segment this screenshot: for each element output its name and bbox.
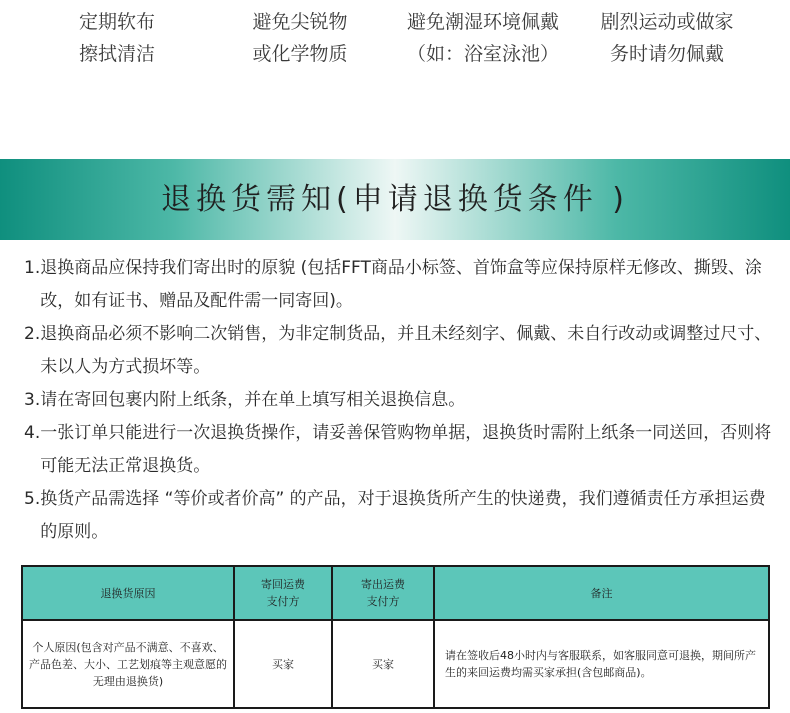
care-tip-line: 避免尖锐物 xyxy=(252,11,348,33)
rule-number: 4. xyxy=(24,423,41,443)
care-tip-avoid-moisture xyxy=(388,6,578,70)
header-return-shipping-payer: 寄回运费 支付方 xyxy=(234,566,332,620)
header-notes: 备注 xyxy=(434,566,769,620)
care-tips-row xyxy=(0,0,790,70)
header-outbound-shipping-payer: 寄出运费 支付方 xyxy=(332,566,434,620)
care-tip-line: 定期软布 xyxy=(78,11,155,33)
banner-title: 退换货需知(申请退换货条件 ) xyxy=(161,182,629,217)
care-tip-line: 避免潮湿环境佩戴 xyxy=(406,11,559,33)
care-tip-line: 或化学物质 xyxy=(252,43,348,65)
rule-number: 2. xyxy=(24,324,41,344)
rule-item xyxy=(24,483,780,549)
care-tip-line: （如：浴室泳池） xyxy=(406,43,559,65)
rule-text: 换货产品需选择 “等价或者价高” 的产品，对于退换货所产生的快递费，我们遵循责任方承担运费的原则。 xyxy=(40,489,766,542)
care-tip-line: 擦拭清洁 xyxy=(78,43,155,65)
rule-text: 退换商品必须不影响二次销售，为非定制货品，并且未经刻字、佩戴、未自行改动或调整过尺寸、未以人为方式损坏等。 xyxy=(40,324,772,377)
rule-item xyxy=(24,384,780,417)
rule-number: 1. xyxy=(24,258,41,278)
rule-number: 5. xyxy=(24,489,41,509)
rule-number: 3. xyxy=(24,390,41,410)
return-rules-list xyxy=(24,252,780,549)
care-tip-no-exercise xyxy=(572,6,762,70)
cell-return-reason: 个人原因(包含对产品不满意、不喜欢、产品色差、大小、工艺划痕等主观意愿的无理由退换货) xyxy=(22,620,234,708)
rule-text: 退换商品应保持我们寄出时的原貌 (包括FFT商品小标签、首饰盒等应保持原样无修改、撕毁、涂改，如有证书、赠品及配件需一同寄回)。 xyxy=(40,258,762,311)
care-tip-line: 务时请勿佩戴 xyxy=(609,43,724,65)
table-header-row xyxy=(22,566,769,620)
care-tip-soft-cloth xyxy=(22,6,212,70)
rule-text: 一张订单只能进行一次退换货操作，请妥善保管购物单据，退换货时需附上纸条一同送回，否则将可能无法正常退换货。 xyxy=(40,423,772,476)
rule-item xyxy=(24,252,780,318)
table-row xyxy=(22,620,769,708)
cell-outbound-shipping-payer: 买家 xyxy=(332,620,434,708)
rule-text: 请在寄回包裹内附上纸条，并在单上填写相关退换信息。 xyxy=(40,390,466,410)
care-tip-avoid-sharp xyxy=(205,6,395,70)
cell-notes: 请在签收后48小时内与客服联系，如客服同意可退换，期间所产生的来回运费均需买家承担(含包邮商品)。 xyxy=(434,620,769,708)
rule-item xyxy=(24,318,780,384)
section-banner xyxy=(0,159,790,240)
care-tip-line: 剧烈运动或做家 xyxy=(600,11,734,33)
cell-return-shipping-payer: 买家 xyxy=(234,620,332,708)
rule-item xyxy=(24,417,780,483)
shipping-fee-table xyxy=(21,565,770,709)
header-return-reason: 退换货原因 xyxy=(22,566,234,620)
